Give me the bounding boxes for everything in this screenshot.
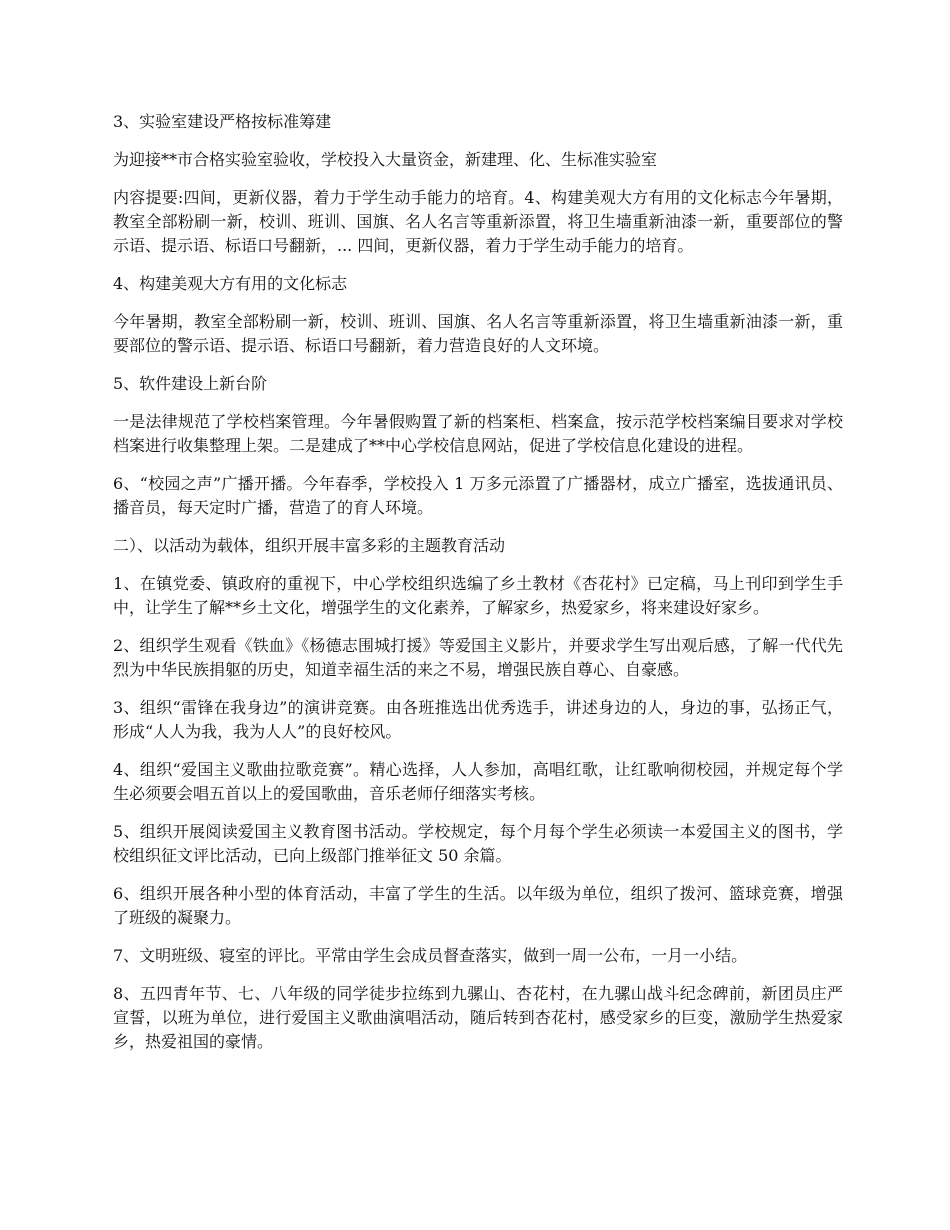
list-item: 3、组织“雷锋在我身边”的演讲竞赛。由各班推选出优秀选手，讲述身边的人，身边的事，弘扬正气，形成“人人为我，我为人人”的良好校风。	[113, 698, 843, 741]
paragraph: 为迎接**市合格实验室验收，学校投入大量资金，新建理、化、生标准实验室	[113, 150, 658, 169]
list-item: 2、组织学生观看《铁血》《杨德志围城打援》等爱国主义影片，并要求学生写出观后感，了解一代代先烈为中华民族捐躯的历史，知道幸福生活的来之不易，增强民族自尊心、自豪感。	[113, 636, 843, 679]
paragraph: 今年暑期，教室全部粉刷一新，校训、班训、国旗、名人名言等重新添置，将卫生墙重新油漆一新，重要部位的警示语、提示语、标语口号翻新，着力营造良好的人文环境。	[113, 312, 843, 355]
paragraph: 6、“校园之声”广播开播。今年春季，学校投入 1 万多元添置了广播器材，成立广播室，选拔通讯员、播音员，每天定时广播，营造了的育人环境。	[113, 474, 843, 517]
paragraph: 一是法律规范了学校档案管理。今年暑假购置了新的档案柜、档案盒，按示范学校档案编目要求对学校档案进行收集整理上架。二是建成了**中心学校信息网站，促进了学校信息化建设的进程。	[113, 412, 843, 455]
list-item: 1、在镇党委、镇政府的重视下，中心学校组织选编了乡土教材《杏花村》已定稿，马上刊印到学生手中，让学生了解**乡土文化，增强学生的文化素养，了解家乡，热爱家乡，将来建设好家乡。	[113, 574, 843, 617]
section-heading-lab: 3、实验室建设严格按标准筹建	[113, 112, 332, 131]
section-heading-software: 5、软件建设上新台阶	[113, 374, 268, 393]
paragraph-summary: 内容提要:四间，更新仪器，着力于学生动手能力的培育。4、构建美观大方有用的文化标志今年暑期，教室全部粉刷一新，校训、班训、国旗、名人名言等重新添置，将卫生墙重新油漆一新，重要部位的警示语、提示语、标语口号翻新，... 四间，更新仪器，着力于学生动手能力的培育。	[113, 188, 843, 255]
list-item: 7、文明班级、寝室的评比。平常由学生会成员督查落实，做到一周一公布，一月一小结。	[113, 946, 748, 965]
list-item: 6、组织开展各种小型的体育活动，丰富了学生的生活。以年级为单位，组织了拨河、篮球竞赛，增强了班级的凝聚力。	[113, 884, 843, 927]
list-item: 5、组织开展阅读爱国主义教育图书活动。学校规定，每个月每个学生必须读一本爱国主义的图书，学校组织征文评比活动，已向上级部门推举征文 50 余篇。	[113, 822, 843, 865]
section-heading-activities: 二）、以活动为载体，组织开展丰富多彩的主题教育活动	[113, 536, 506, 555]
section-heading-culture: 4、构建美观大方有用的文化标志	[113, 274, 348, 293]
list-item: 8、五四青年节、七、八年级的同学徒步拉练到九骡山、杏花村，在九骡山战斗纪念碑前，新团员庄严宣誓，以班为单位，进行爱国主义歌曲演唱活动，随后转到杏花村，感受家乡的巨变，激励学生热爱家乡，热爱祖国的豪情。	[113, 984, 843, 1051]
list-item: 4、组织“爱国主义歌曲拉歌竞赛”。精心选择，人人参加，高唱红歌，让红歌响彻校园，并规定每个学生必须要会唱五首以上的爱国歌曲，音乐老师仔细落实考核。	[113, 760, 843, 803]
document-body	[113, 110, 843, 1068]
